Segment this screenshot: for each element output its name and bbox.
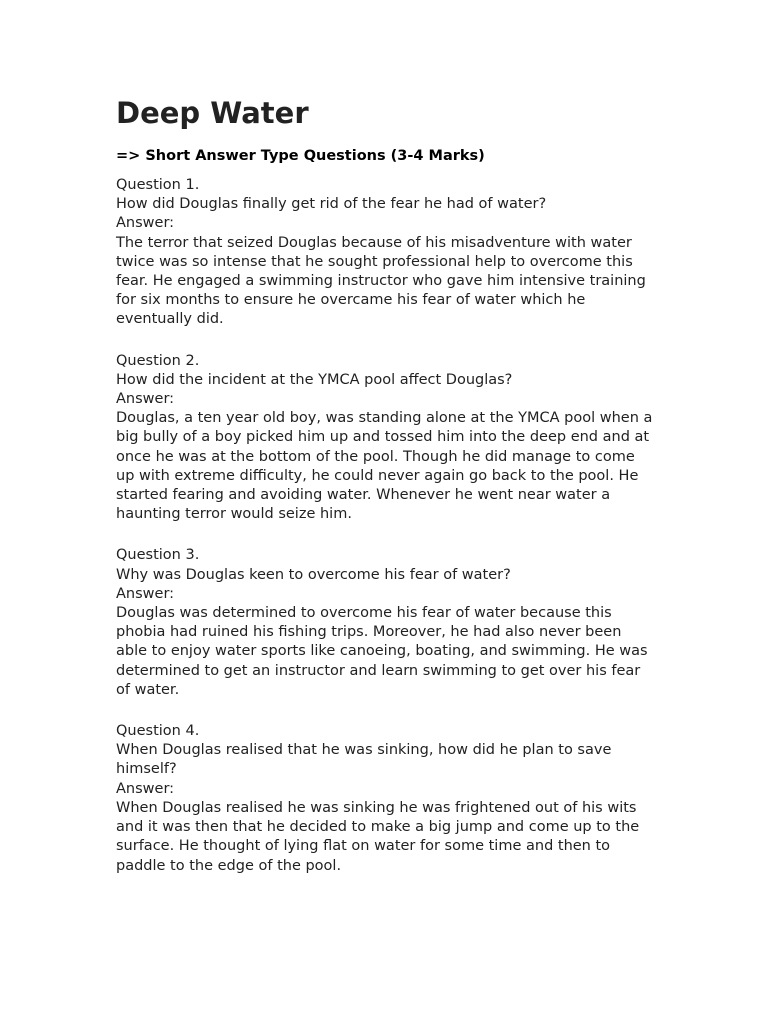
qa-list [116,176,656,876]
answer-text: When Douglas realised he was sinking he was frightened out of his wits and it was then that he decided to make a big jump and come up to the surface. He thought of lying flat on water for some time and then to paddle to the edge of the pool. [116,799,640,874]
answer-label: Answer: [116,391,175,408]
question-text: How did the incident at the YMCA pool affect Douglas? [116,371,513,388]
question-label: Question 3. [116,547,200,564]
question-text: When Douglas realised that he was sinking, how did he plan to save himself? [116,742,612,778]
answer-label: Answer: [116,585,175,602]
answer-text: Douglas was determined to overcome his fear of water because this phobia had ruined his fishing trips. Moreover, he had also never been able to enjoy water sports like canoeing, boating, and swimming. He was determined to get an instructor and learn swimming to get over his fear of water. [116,605,648,698]
document-title: Deep Water [116,96,309,130]
qa-item-1 [116,176,656,330]
qa-item-2 [116,352,656,525]
answer-text: The terror that seized Douglas because of his misadventure with water twice was so intense that he sought professional help to overcome this fear. He engaged a swimming instructor who gave him intensive training for six months to ensure he overcame his fear of water which he eventually did. [116,234,646,328]
answer-label: Answer: [116,215,175,232]
answer-label: Answer: [116,780,175,797]
question-label: Question 2. [116,352,200,369]
question-text: How did Douglas finally get rid of the fear he had of water? [116,196,547,213]
question-text: Why was Douglas keen to overcome his fear of water? [116,566,511,583]
qa-item-3 [116,546,656,700]
question-label: Question 4. [116,723,200,740]
document-page [116,94,656,898]
qa-item-4 [116,722,656,876]
answer-text: Douglas, a ten year old boy, was standing alone at the YMCA pool when a big bully of a boy picked him up and tossed him into the deep end and at once he was at the bottom of the pool. Though he did manage to come up with extreme difficulty, he could never again go back to the pool. He started fearing and avoiding water. Whenever he went near water a haunting terror would seize him. [116,410,653,523]
question-label: Question 1. [116,177,200,193]
section-heading: => Short Answer Type Questions (3-4 Marks) [116,148,485,164]
